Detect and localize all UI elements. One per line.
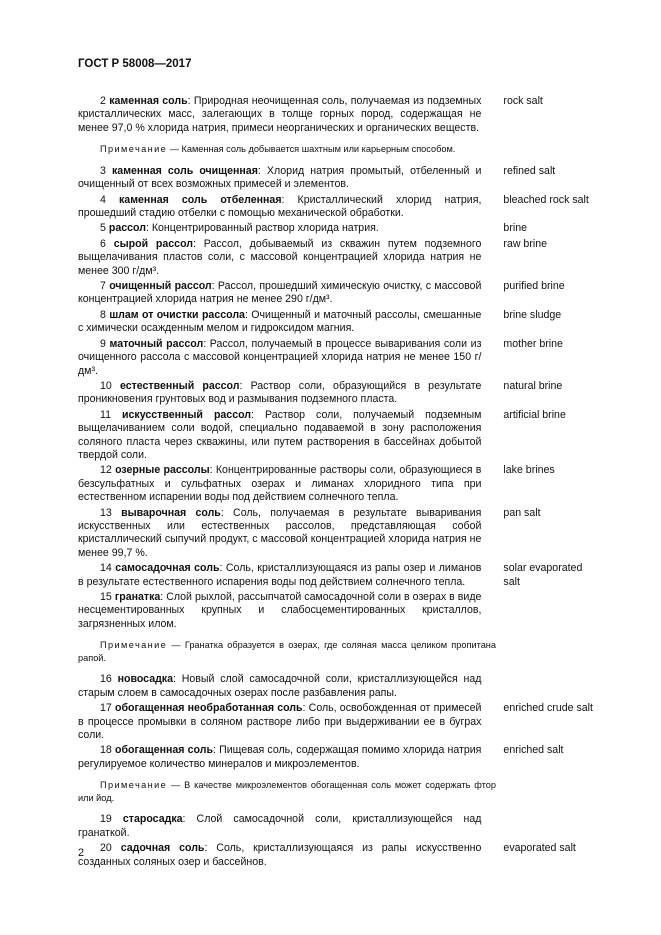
- term-entry: [78, 165, 598, 192]
- term-english: natural brine: [503, 379, 563, 392]
- term-entry: [78, 562, 598, 589]
- term-entry: [78, 591, 598, 631]
- term-entry: [78, 380, 598, 407]
- term-english: enriched salt: [503, 744, 564, 757]
- term-text: : Соль, получаемая в результате вываривания искусственных или естественных рассолов, представляющая собой кристаллический сыпучий продукт, с массовой концентрацией хлорида натрия не менее 99,7 %.: [78, 506, 482, 559]
- term-definition: [78, 591, 481, 631]
- term-english: refined salt: [503, 164, 556, 177]
- term-definition: [78, 562, 481, 589]
- term-definition: [78, 309, 481, 336]
- term-definition: [78, 464, 481, 504]
- term-english: pan salt: [503, 506, 541, 519]
- term-definition: [78, 702, 481, 742]
- term-text: : Природная неочищенная соль, получаемая из подземных кристаллических масс, залегающих в толще горных пород, содержащая не менее 97,0 % хлорида натрия, примеси неорганических и органических веществ.: [78, 95, 482, 134]
- term-text: : Рассол, получаемый в процессе вываривания соли из очищенного рассола с массовой концентрацией хлорида натрия не менее 150 г/дм³.: [78, 337, 482, 377]
- term-number: 14: [100, 562, 112, 575]
- term-text: : Соль, кристаллизующаяся из рапы озер и лиманов в результате естественного испарения воды под действием солнечного тепла.: [78, 562, 482, 588]
- term-definition: [78, 222, 481, 235]
- term-english: brine: [503, 222, 527, 235]
- term-definition: [78, 95, 481, 135]
- term-name: шлам от очистки рассола: [109, 308, 245, 321]
- term-number: 2: [100, 95, 106, 107]
- term-name: выварочная соль: [121, 506, 221, 519]
- term-entry: [78, 309, 598, 336]
- note-text: — Каменная соль добывается шахтным или карьерным способом.: [167, 144, 456, 155]
- term-text: : Раствор соли, образующийся в результате проникновения грунтовых вод и размывания подземного пласта.: [78, 379, 482, 406]
- term-definition: [78, 813, 481, 840]
- term-name: рассол: [108, 222, 146, 235]
- term-text: : Хлорид натрия промытый, отбеленный и очищенный от всех возможных примесей и элементов.: [78, 164, 482, 191]
- term-text: : Соль, кристаллизующаяся из рапы искусственно созданных соляных озер и бассейнов.: [78, 842, 482, 868]
- term-number: 4: [100, 193, 106, 206]
- term-name: маточный рассол: [109, 337, 204, 350]
- term-english: bleached rock salt: [503, 193, 589, 206]
- term-text: : Слой рыхлой, рассыпчатой самосадочной соли в озерах в виде несцементированных крупных и слабосцементированных кристаллов, загрязненных илом.: [78, 591, 482, 630]
- term-number: 17: [100, 702, 112, 715]
- term-english: brine sludge: [503, 308, 562, 321]
- term-number: 12: [100, 464, 112, 477]
- note: [78, 639, 496, 664]
- term-definition: [78, 842, 481, 869]
- terms-list: [78, 95, 598, 871]
- term-english: enriched crude salt: [503, 702, 593, 715]
- term-name: новосадка: [117, 673, 173, 686]
- document-header: ГОСТ Р 58008—2017: [78, 58, 192, 70]
- term-entry: [78, 409, 598, 463]
- term-number: 19: [100, 813, 112, 826]
- term-text: : Кристаллический хлорид натрия, прошедший стадию отбелки с помощью механической обработки.: [78, 193, 482, 220]
- term-name: озерные рассолы: [115, 464, 210, 477]
- term-definition: [78, 409, 481, 463]
- term-number: 9: [100, 337, 106, 350]
- term-definition: [78, 238, 481, 278]
- term-text: : Слой самосадочной соли, кристаллизующейся над гранаткой.: [78, 813, 482, 839]
- term-definition: [78, 507, 481, 561]
- term-definition: [78, 338, 481, 378]
- term-name: искусственный рассол: [122, 408, 252, 421]
- term-text: : Рассол, добываемый из скважин путем подземного выщелачивания пластов соли, с массовой концентрацией хлорида натрия не менее 300 г/дм³.: [78, 237, 482, 277]
- term-english: artificial brine: [503, 408, 566, 421]
- term-entry: [78, 842, 598, 869]
- page-number: 2: [78, 847, 85, 859]
- term-text: : Концентрированные растворы соли, образующиеся в безсульфатных и сульфатных озерах и лиманах хлоридного типа при естественном испарении воды под действием солнечного тепла.: [78, 464, 482, 504]
- term-english: mother brine: [503, 337, 563, 350]
- note-label: Примечание: [100, 144, 168, 155]
- term-entry: [78, 464, 598, 504]
- term-entry: [78, 95, 598, 135]
- term-name: обогащенная необработанная соль: [114, 702, 303, 715]
- term-number: 20: [100, 842, 112, 855]
- term-name: обогащенная соль: [114, 744, 213, 757]
- term-name: садочная соль: [120, 842, 205, 855]
- term-english: purified brine: [503, 280, 565, 293]
- term-english: lake brines: [503, 464, 555, 477]
- note: [78, 143, 496, 156]
- term-english: solar evaporated salt: [503, 562, 583, 588]
- term-entry: [78, 222, 598, 235]
- term-number: 8: [100, 308, 106, 321]
- term-definition: [78, 744, 481, 771]
- term-definition: [78, 280, 481, 307]
- note-label: Примечание: [100, 780, 168, 791]
- term-definition: [78, 380, 481, 407]
- term-text: : Раствор соли, получаемый подземным выщелачиванием соли водой, специально подаваемой в зону расположения соляного пласта через скважины, или путем растворения в бассейнах добытой твердой соли.: [78, 408, 482, 461]
- term-number: 11: [100, 408, 111, 421]
- term-entry: [78, 338, 598, 378]
- note: [78, 779, 496, 804]
- term-name: каменная соль очищенная: [112, 164, 258, 177]
- term-number: 3: [100, 164, 106, 177]
- term-name: самосадочная соль: [115, 562, 220, 575]
- term-text: : Новый слой самосадочной соли, кристаллизующейся над старым слоем в самосадочных озерах после разбавления рапы.: [78, 673, 482, 699]
- term-number: 13: [100, 506, 112, 519]
- term-english: raw brine: [503, 237, 547, 250]
- note-label: Примечание: [100, 640, 168, 651]
- term-entry: [78, 238, 598, 278]
- term-text: : Очищенный и маточный рассолы, смешанные с химически осажденным мелом и гидроксидом магния.: [78, 308, 482, 335]
- term-entry: [78, 673, 598, 700]
- term-english: evaporated salt: [503, 842, 576, 855]
- term-english: rock salt: [503, 95, 543, 107]
- term-entry: [78, 194, 598, 221]
- term-name: каменная соль: [109, 95, 188, 107]
- term-name: старосадка: [122, 813, 183, 826]
- term-definition: [78, 673, 481, 700]
- term-definition: [78, 165, 481, 192]
- term-name: сырой рассол: [113, 237, 194, 250]
- term-text: : Соль, освобожденная от примесей в процессе промывки в соляном растворе либо при выдерживании ее в буграх соли.: [78, 702, 482, 742]
- term-name: каменная соль отбеленная: [119, 193, 282, 206]
- term-name: очищенный рассол: [109, 280, 212, 293]
- term-text: : Концентрированный раствор хлорида натрия.: [145, 222, 379, 235]
- term-number: 7: [100, 280, 106, 293]
- term-number: 5: [100, 222, 106, 235]
- term-number: 6: [100, 237, 106, 250]
- term-name: естественный рассол: [119, 379, 240, 392]
- term-name: гранатка: [114, 591, 161, 603]
- term-number: 18: [100, 744, 112, 757]
- term-entry: [78, 813, 598, 840]
- term-entry: [78, 702, 598, 742]
- term-entry: [78, 280, 598, 307]
- term-entry: [78, 507, 598, 561]
- term-number: 10: [100, 379, 112, 392]
- note-text: — В качестве микроэлементов обогащенная соль может содержать фтор или йод.: [78, 780, 496, 803]
- term-definition: [78, 194, 481, 221]
- note-text: — Гранатка образуется в озерах, где соляная масса целиком пропитана рапой.: [78, 640, 496, 663]
- term-text: : Рассол, прошедший химическую очистку, с массовой концентрацией хлорида натрия не менее 290 г/дм³.: [78, 280, 482, 306]
- term-entry: [78, 744, 598, 771]
- term-text: : Пищевая соль, содержащая помимо хлорида натрия регулируемое количество минералов и микроэлементов.: [78, 744, 482, 770]
- term-number: 15: [100, 591, 112, 603]
- term-number: 16: [100, 673, 112, 686]
